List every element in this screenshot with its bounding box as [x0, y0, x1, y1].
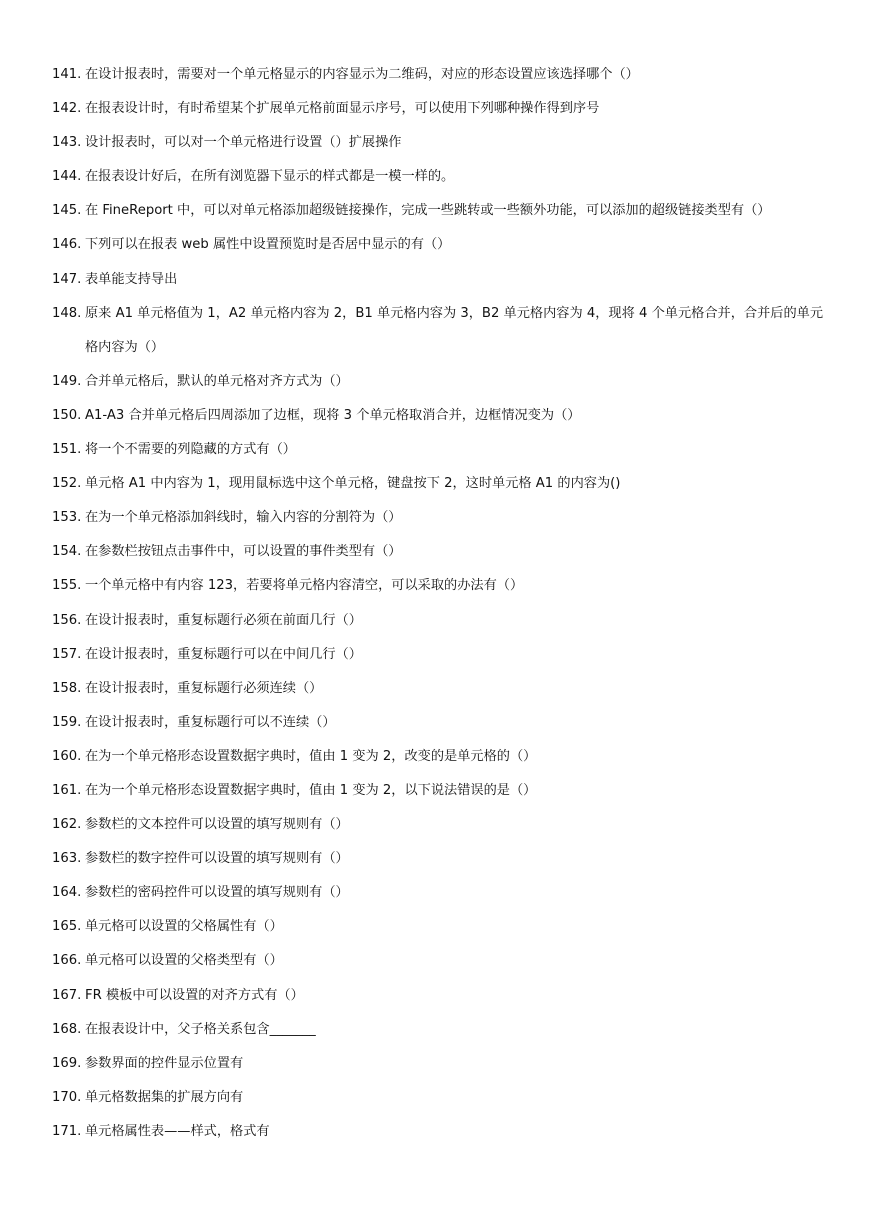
question-number: 164. [52, 885, 82, 901]
question-text: 原来 A1 单元格值为 1，A2 单元格内容为 2，B1 单元格内容为 3，B2 单元格内容为 4，现将 4 个单元格合并，合并后的单元格内容为（） [85, 305, 824, 355]
question-text: 在报表设计好后，在所有浏览器下显示的样式都是一模一样的。 [85, 169, 455, 185]
question-text: 在报表设计时，有时希望某个扩展单元格前面显示序号，可以使用下列哪种操作得到序号 [85, 101, 600, 117]
question-number: 166. [52, 953, 82, 969]
question-number: 171. [52, 1123, 82, 1139]
question-number: 156. [52, 612, 82, 628]
question-text: 单元格属性表——样式，格式有 [85, 1123, 270, 1139]
question-text: 在参数栏按钮点击事件中，可以设置的事件类型有（） [85, 544, 402, 560]
question-item [52, 1047, 832, 1081]
question-text: 单元格可以设置的父格类型有（） [85, 953, 283, 969]
question-item [52, 979, 832, 1013]
question-item [52, 58, 832, 92]
question-item [52, 399, 832, 433]
question-text: 单元格数据集的扩展方向有 [85, 1089, 244, 1105]
question-item [52, 433, 832, 467]
question-item [52, 365, 832, 399]
question-item [52, 774, 832, 808]
question-item [52, 160, 832, 194]
question-number: 153. [52, 510, 82, 526]
question-number: 145. [52, 203, 82, 219]
question-text: 在 FineReport 中，可以对单元格添加超级链接操作，完成一些跳转或一些额外功能，可以添加的超级链接类型有（） [85, 203, 771, 219]
question-text: 设计报表时，可以对一个单元格进行设置（）扩展操作 [85, 135, 402, 151]
question-item [52, 92, 832, 126]
question-text: 一个单元格中有内容 123，若要将单元格内容清空，可以采取的办法有（） [85, 578, 524, 594]
question-number: 151. [52, 442, 82, 458]
question-number: 160. [52, 748, 82, 764]
question-text: 在设计报表时，重复标题行必须在前面几行（） [85, 612, 362, 628]
question-number: 161. [52, 782, 82, 798]
question-item [52, 1115, 832, 1149]
question-item [52, 1081, 832, 1115]
question-text: 单元格可以设置的父格属性有（） [85, 919, 283, 935]
question-text: 参数栏的密码控件可以设置的填写规则有（） [85, 885, 349, 901]
question-number: 149. [52, 373, 82, 389]
question-text: 在设计报表时，重复标题行可以在中间几行（） [85, 646, 362, 662]
question-number: 155. [52, 578, 82, 594]
question-text: 下列可以在报表 web 属性中设置预览时是否居中显示的有（） [85, 237, 451, 253]
question-text: 参数栏的数字控件可以设置的填写规则有（） [85, 851, 349, 867]
question-item [52, 672, 832, 706]
question-number: 170. [52, 1089, 82, 1105]
question-number: 147. [52, 271, 82, 287]
question-text: 参数界面的控件显示位置有 [85, 1055, 244, 1071]
question-item [52, 910, 832, 944]
question-number: 154. [52, 544, 82, 560]
question-item [52, 808, 832, 842]
question-text: 将一个不需要的列隐藏的方式有（） [85, 442, 296, 458]
question-item [52, 467, 832, 501]
question-text: 在报表设计中，父子格关系包含_______ [85, 1021, 316, 1037]
question-text: 在设计报表时，重复标题行可以不连续（） [85, 714, 336, 730]
question-item [52, 1013, 832, 1047]
question-item [52, 706, 832, 740]
question-item [52, 638, 832, 672]
question-item [52, 501, 832, 535]
question-number: 146. [52, 237, 82, 253]
question-item [52, 194, 832, 228]
question-text: FR 模板中可以设置的对齐方式有（） [85, 987, 304, 1003]
question-number: 142. [52, 101, 82, 117]
question-item [52, 569, 832, 603]
question-number: 169. [52, 1055, 82, 1071]
question-item [52, 263, 832, 297]
question-text: 表单能支持导出 [85, 271, 178, 287]
question-text: 在设计报表时，重复标题行必须连续（） [85, 680, 323, 696]
question-number: 144. [52, 169, 82, 185]
question-item [52, 126, 832, 160]
question-number: 159. [52, 714, 82, 730]
question-number: 162. [52, 817, 82, 833]
question-item [52, 842, 832, 876]
question-number: 165. [52, 919, 82, 935]
question-item [52, 535, 832, 569]
question-number: 168. [52, 1021, 82, 1037]
question-item [52, 604, 832, 638]
question-text: A1-A3 合并单元格后四周添加了边框，现将 3 个单元格取消合并，边框情况变为（） [85, 407, 581, 423]
question-number: 167. [52, 987, 82, 1003]
question-number: 157. [52, 646, 82, 662]
question-text: 参数栏的文本控件可以设置的填写规则有（） [85, 817, 349, 833]
question-text: 在为一个单元格形态设置数据字典时，值由 1 变为 2，改变的是单元格的（） [85, 748, 537, 764]
question-item [52, 876, 832, 910]
question-item [52, 944, 832, 978]
question-item [52, 297, 832, 365]
question-number: 148. [52, 305, 82, 321]
question-text: 在设计报表时，需要对一个单元格显示的内容显示为二维码，对应的形态设置应该选择哪个（） [85, 67, 639, 82]
question-number: 158. [52, 680, 82, 696]
question-number: 152. [52, 476, 82, 492]
question-text: 单元格 A1 中内容为 1，现用鼠标选中这个单元格，键盘按下 2，这时单元格 A1 的内容为() [85, 476, 621, 492]
question-item [52, 740, 832, 774]
question-number: 141. [52, 67, 82, 82]
question-text: 合并单元格后，默认的单元格对齐方式为（） [85, 373, 349, 389]
question-text: 在为一个单元格添加斜线时，输入内容的分割符为（） [85, 510, 402, 526]
question-number: 143. [52, 135, 82, 151]
question-text: 在为一个单元格形态设置数据字典时，值由 1 变为 2，以下说法错误的是（） [85, 782, 537, 798]
question-number: 163. [52, 851, 82, 867]
question-number: 150. [52, 407, 82, 423]
question-item [52, 228, 832, 262]
question-list [52, 58, 832, 1149]
